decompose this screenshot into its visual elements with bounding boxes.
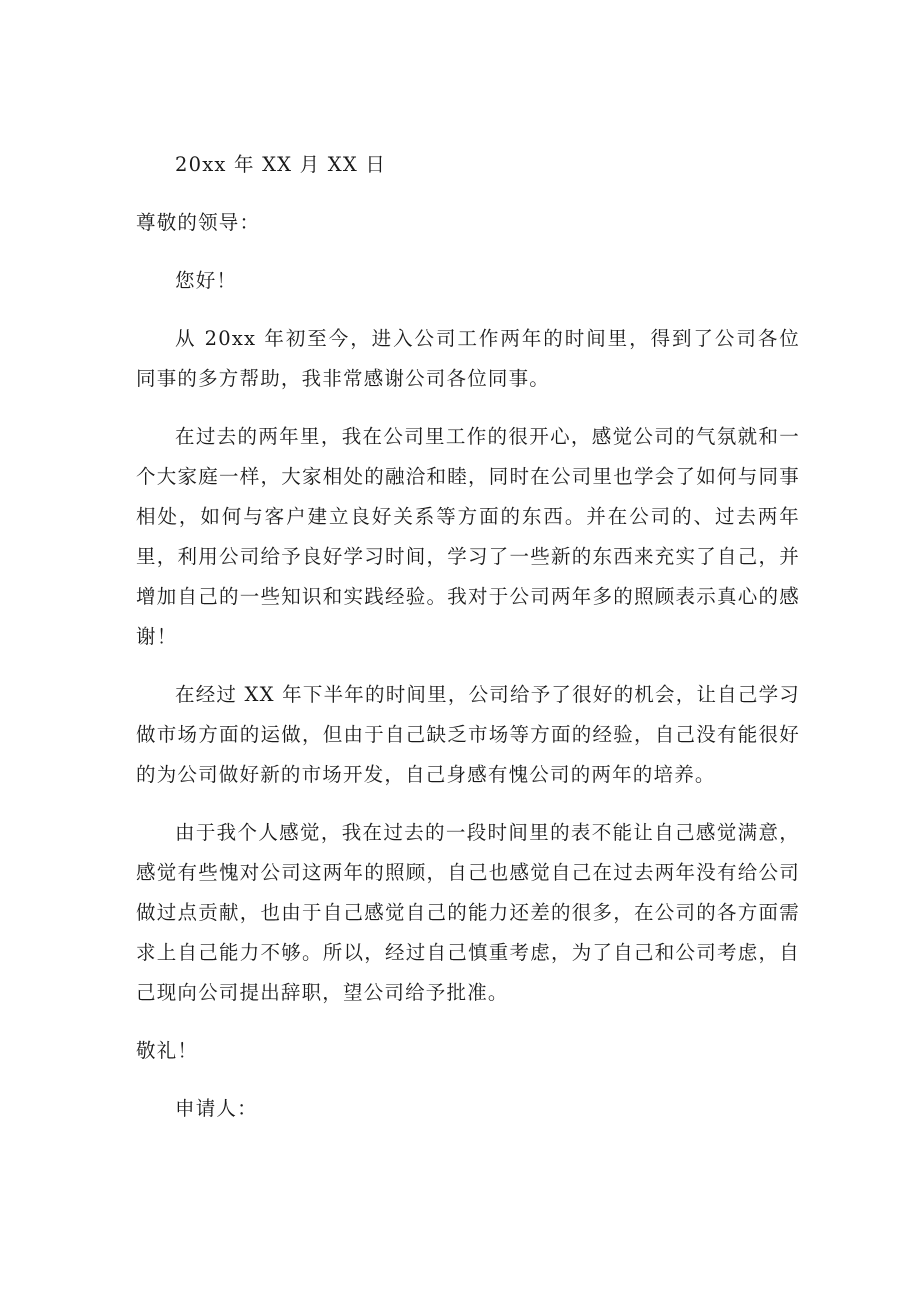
letter-salutation: 尊敬的领导： <box>136 211 261 234</box>
resignation-letter <box>136 145 800 1129</box>
letter-paragraph-2: 在过去的两年里，我在公司里工作的很开心，感觉公司的气氛就和一个大家庭一样，大家相处的融洽和睦，同时在公司里也学会了如何与同事相处，如何与客户建立良好关系等方面的东西。并在公司的、过去两年里，利用公司给予良好学习时间，学习了一些新的东西来充实了自己，并增加自己的一些知识和实践经验。我对于公司两年多的照顾表示真心的感谢！ <box>136 425 800 648</box>
letter-paragraph-1: 从 20xx 年初至今，进入公司工作两年的时间里，得到了公司各位同事的多方帮助，我非常感谢公司各位同事。 <box>136 327 800 390</box>
signature-label: 申请人： <box>175 1097 258 1120</box>
letter-paragraph-3: 在经过 XX 年下半年的时间里，公司给予了很好的机会，让自己学习做市场方面的运做，但由于自己缺乏市场等方面的经验，自己没有能很好的为公司做好新的市场开发，自己身感有愧公司的两年的培养。 <box>136 683 800 786</box>
letter-paragraph-4: 由于我个人感觉，我在过去的一段时间里的表不能让自己感觉满意，感觉有些愧对公司这两年的照顾，自己也感觉自己在过去两年没有给公司做过点贡献，也由于自己感觉自己的能力还差的很多，在公司的各方面需求上自己能力不够。所以，经过自己慎重考虑，为了自己和公司考虑，自己现向公司提出辞职，望公司给予批准。 <box>136 821 800 1004</box>
letter-greeting: 您好！ <box>175 269 238 292</box>
letter-closing: 敬礼！ <box>136 1039 199 1062</box>
letter-date: 20xx 年 XX 月 XX 日 <box>175 153 387 176</box>
